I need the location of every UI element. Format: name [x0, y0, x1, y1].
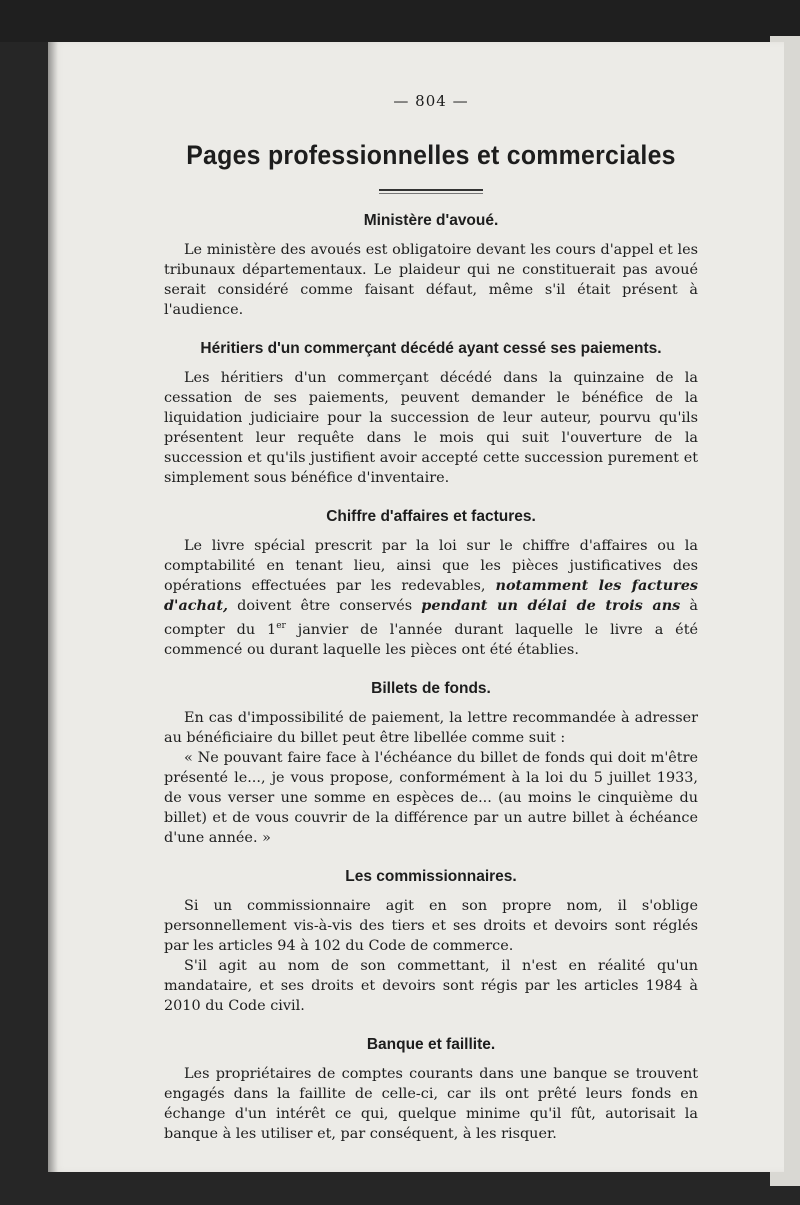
text-run: doivent être conservés — [228, 598, 422, 614]
text-run: à compter du 1 — [164, 598, 698, 638]
paragraph: S'il agit au nom de son commettant, il n'est en réalité qu'un mandataire, et ses droits et devoirs sont régis par les articles 1984 à 2010 du Code civil. — [164, 957, 698, 1014]
paragraph: « Ne pouvant faire face à l'échéance du billet de fonds qui doit m'être présenté le..., je vous propose, conformément à la loi du 5 juillet 1933, de vous verser une somme en espèces de... (au moins le cinquième du billet) et de vous couvrir de la différence par un autre billet à échéance d'une année. » — [164, 749, 698, 846]
paragraph: Les héritiers d'un commerçant décédé dans la quinzaine de la cessation de ses paiements, peuvent demander le bénéfice de la liquidation judiciaire pour la succession de leur auteur, pourvu qu'ils présentent leur requête dans le mois qui suit l'ouverture de la succession et qu'ils justifient avoir accepté cette succession purement et simplement sous bénéfice d'inventaire. — [164, 370, 698, 486]
section-banque-faillite — [164, 1036, 698, 1144]
emphasis-text: pendant un délai de trois ans — [421, 597, 681, 614]
text-run: janvier de l'année durant laquelle le livre a été commencé ou durant laquelle les pièces ont été établies. — [164, 621, 699, 658]
section-commissionnaires — [164, 868, 698, 1016]
page-title: Pages professionnelles et commerciales — [186, 140, 676, 170]
section-heading: Les commissionnaires. — [345, 867, 517, 885]
section-heading: Héritiers d'un commerçant décédé ayant cessé ses paiements. — [200, 340, 662, 357]
section-heritiers — [164, 340, 698, 488]
emphasis-text: notamment les factures d'achat, — [164, 577, 698, 614]
paragraph: Si un commissionnaire agit en son propre nom, il s'oblige personnellement vis-à-vis des tiers et ses droits et devoirs sont réglés par les articles 94 à 102 du Code de commerce. — [164, 897, 698, 954]
section-billets-fonds — [164, 680, 698, 848]
title-underline — [379, 189, 483, 194]
page-number: — 804 — — [393, 92, 469, 110]
scan-background — [0, 0, 800, 42]
section-heading: Chiffre d'affaires et factures. — [326, 508, 536, 525]
paragraph: Les propriétaires de comptes courants dans une banque se trouvent engagés dans la faillite de celle-ci, car ils ont prêté leurs fonds en échange d'un intérêt ce qui, quelque minime qu'il fût, autorisait la banque à les utiliser et, par conséquent, à les risquer. — [164, 1065, 698, 1142]
section-chiffre-affaires — [164, 508, 698, 660]
paragraph: En cas d'impossibilité de paiement, la lettre recommandée à adresser au bénéficiaire du billet peut être libellée comme suit : — [164, 709, 698, 746]
paragraph: Le ministère des avoués est obligatoire devant les cours d'appel et les tribunaux départementaux. Le plaideur qui ne constituerait pas avoué serait considéré comme faisant défaut, même s'il était présent à l'audience. — [164, 242, 698, 318]
text-run: Le livre spécial prescrit par la loi sur le chiffre d'affaires ou la comptabilité en tenant lieu, ainsi que les pièces justificatives des opérations effectuées par les redevables, — [164, 538, 698, 594]
section-heading: Ministère d'avoué. — [363, 212, 499, 229]
section-heading: Billets de fonds. — [371, 679, 491, 697]
superscript: er — [276, 621, 286, 631]
page-content — [164, 92, 698, 1144]
paragraph — [164, 536, 698, 660]
section-ministere-avoue — [164, 212, 698, 320]
section-heading: Banque et faillite. — [366, 1035, 496, 1053]
binding-shadow — [48, 42, 58, 1172]
